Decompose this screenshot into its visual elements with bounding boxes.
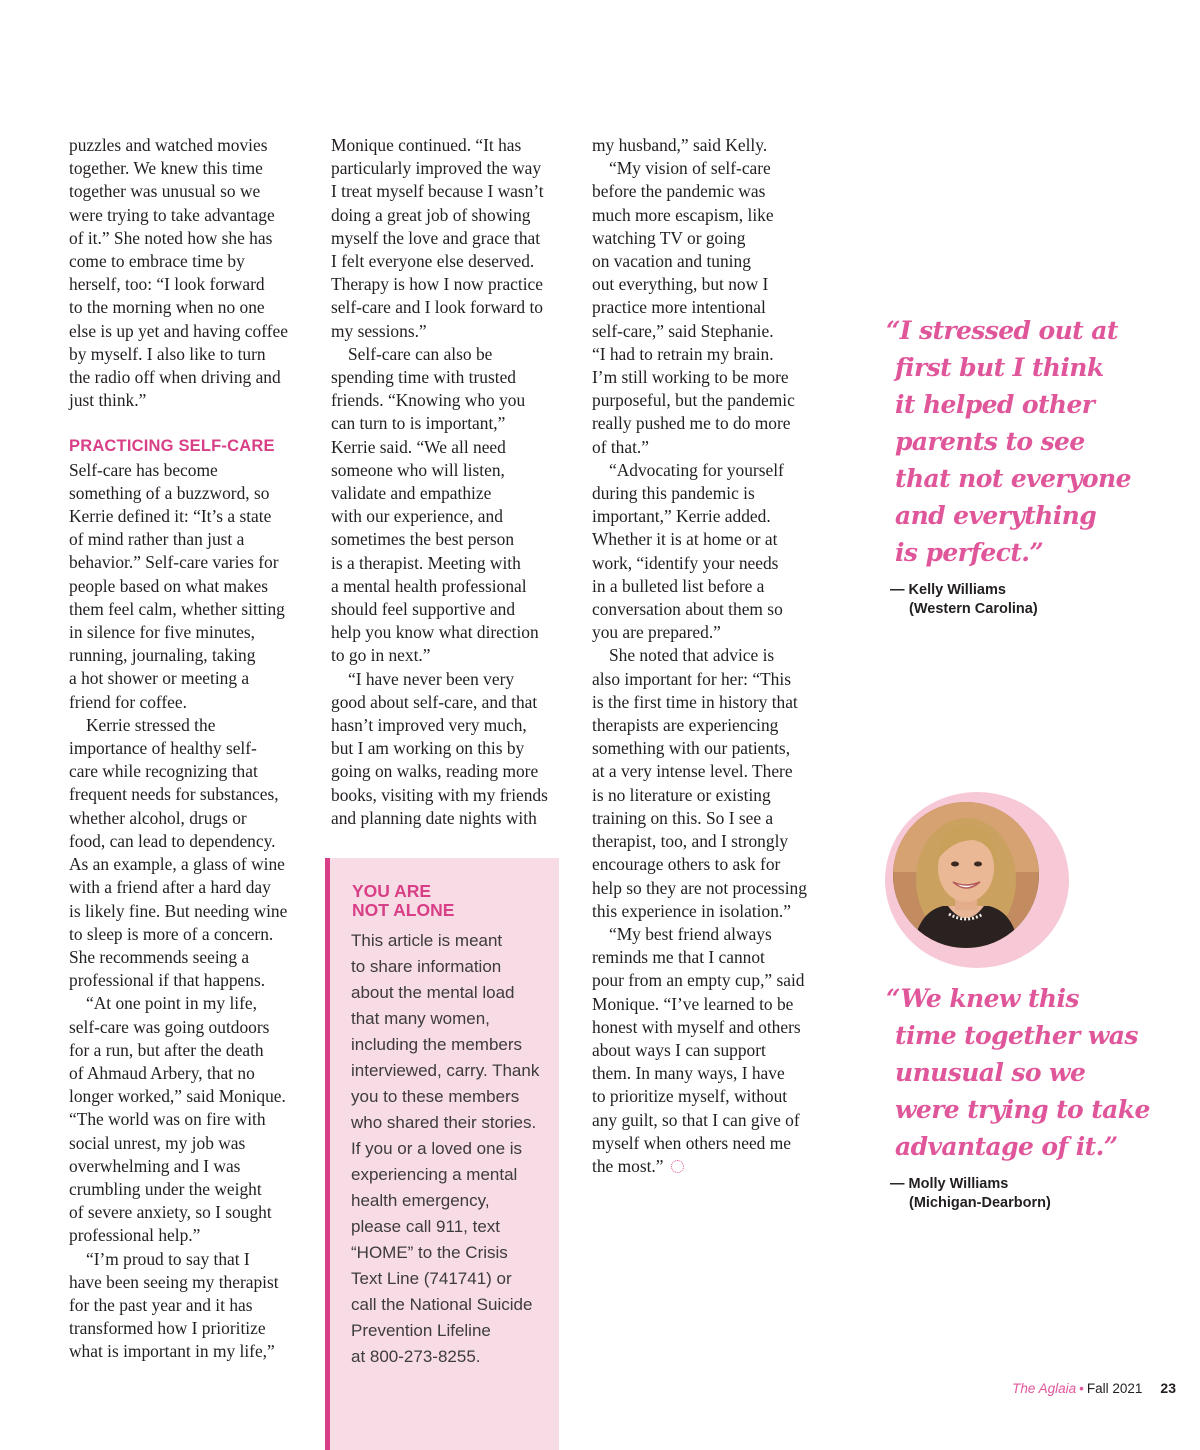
molly-williams-portrait (893, 802, 1039, 948)
pull-quote-kelly: “I stressed out at first but I think it helped other parents to see that not everyone and everything is perfect.” (886, 316, 1131, 567)
magazine-name: The Aglaia (1012, 1381, 1077, 1396)
sidebar-body: This article is meant to share information about the mental load that many women, including the members interviewed, carry. Thank you to these members who shared their stories. If you or a loved one is experiencing a mental health emergency, please call 911, text “HOME” to the Crisis Text Line (741741) or call the National Suicide Prevention Lifeline at 800-273-8255. (351, 931, 540, 1366)
article-column-1 (69, 134, 301, 1364)
article-column-3 (592, 134, 824, 1178)
column1-paragraph-3: Kerrie stressed the importance of healthy self- care while recognizing that frequent needs for substances, whether alcohol, drugs or food, can lead to dependency. As an example, a glass of wine with a friend after a hard day is likely fine. But needing wine to sleep is more of a concern. She recommends seeing a professional if that happens. (69, 714, 288, 991)
pull-quote-molly-attribution: — Molly Williams (Michigan-Dearborn) (890, 1176, 1051, 1211)
pull-quote-kelly-attribution: — Kelly Williams (Western Carolina) (890, 582, 1038, 617)
column3-paragraph-2: “My vision of self-care before the pandemic was much more escapism, like watching TV or going on vacation and tuning out everything, but now I practice more intentional self-care,” said Stephanie. “I had to retrain my brain. I’m still working to be more purposeful, but the pandemic really pushed me to do more of that.” (592, 158, 795, 457)
column1-paragraph-1: puzzles and watched movies together. We knew this time together was unusual so we were trying to take advantage of it.” She noted how she has come to embrace time by herself, too: “I look forward to the morning when no one else is up yet and having coffee by myself. I also like to turn the radio off when driving and just think.” (69, 135, 288, 411)
column3-paragraph-1: my husband,” said Kelly. (592, 135, 768, 155)
sidebar-title: YOU ARE NOT ALONE (352, 881, 455, 920)
column1-paragraph-5: “I’m proud to say that I have been seeing my therapist for the past year and it has transformed how I prioritize what is important in my life,” (69, 1248, 279, 1362)
pull-quote-molly: “We knew this time together was unusual so we were trying to take advantage of it.” (886, 984, 1150, 1161)
column2-paragraph-1: Monique continued. “It has particularly improved the way I treat myself because I wasn’t doing a great job of showing myself the love and grace that I felt everyone else deserved. Therapy is how I now practice self-care and I look forward to my sessions.” (331, 135, 544, 341)
issue-label: Fall 2021 (1086, 1381, 1143, 1396)
footer-separator: • (1079, 1381, 1084, 1396)
column3-paragraph-3: “Advocating for yourself during this pandemic is important,” Kerrie added. Whether it is at home or at work, “identify your needs in a bulleted list before a conversation about them so you are prepared.” (592, 459, 784, 643)
page-number: 23 (1160, 1380, 1176, 1396)
column2-paragraph-2: Self-care can also be spending time with trusted friends. “Knowing who you can turn to is important,” Kerrie said. “We all need someone who will listen, validate and empathize with our experience, and sometimes the best person is a therapist. Meeting with a mental health professional should feel supportive and help you know what direction to go in next.” (331, 343, 539, 666)
column2-paragraph-3: “I have never been very good about self-care, and that hasn’t improved very much, but I am working on this by going on walks, reading more books, visiting with my friends and planning date nights with (331, 668, 548, 828)
article-column-2 (331, 134, 563, 830)
column1-paragraph-2: Self-care has become something of a buzzword, so Kerrie defined it: “It’s a state of mind rather than just a behavior.” Self-care varies for people based on what makes them feel calm, whether sitting in silence for five minutes, running, journaling, taking a hot shower or meeting a friend for coffee. (69, 459, 285, 712)
page-footer (1012, 1380, 1176, 1396)
column3-paragraph-4: She noted that advice is also important for her: “This is the first time in history that therapists are experiencing something with our patients, at a very intense level. There is no literature or existing training on this. So I see a therapist, too, and I strongly encourage others to ask for help so they are not processing this experience in isolation.” (592, 645, 807, 921)
you-are-not-alone-sidebar (325, 858, 559, 1450)
column1-paragraph-4: “At one point in my life, self-care was going outdoors for a run, but after the death of Ahmaud Arbery, that no longer worked,” said Monique. “The world was on fire with social unrest, my job was overwhelming and I was crumbling under the weight of severe anxiety, so I sought professional help.” (69, 993, 286, 1246)
column3-paragraph-5: “My best friend always reminds me that I cannot pour from an empty cup,” said Monique. “I’ve learned to be honest with myself and others about ways I can support them. In many ways, I have to prioritize myself, without any guilt, so that I can give of myself when others need me the most.” (592, 923, 805, 1176)
section-subhead: PRACTICING SELF-CARE (69, 437, 275, 456)
portrait-illustration (893, 802, 1039, 948)
article-end-mark-icon (671, 1160, 684, 1173)
